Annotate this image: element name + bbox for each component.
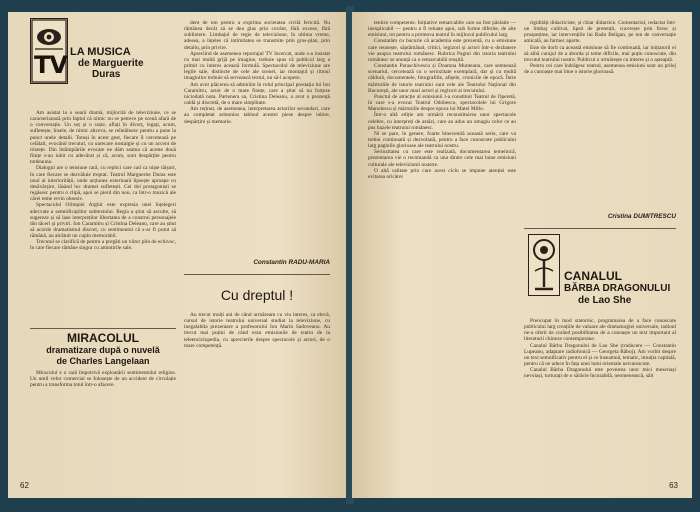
radio-icon: [529, 235, 559, 295]
paragraph: Am asistat la o seară dramă, mijlocită de televiziune, ce se caracterizează prin faptul că nimic nu se petrece pe scenă afară de o conversație. Un soț și o soție, aflați în divorț, legați, acum, sufletește, însele, de nimic altceva, se reîntâlnesc pentru a pune la punct unele detalii. Totuși în acest gest, fiecare îl cercetează pe celălalt, evocând trecutul, cu oarecare nostalgie și cu un accent de tristețe. Din întâmplările evocate ne dăm seama că aceste două ființe s-au iubit cu adevărat și că, acum, sunt despărțite pentru totdeauna.: [30, 110, 176, 166]
canalul-body: [524, 318, 676, 486]
miracolul-text: Miracolul e o rară împotrivă exploatării sentimentului religios. Un umil velor comercial se folosește de un accident de circulație pentru a transforma totul într-o afacere.: [30, 370, 176, 389]
paragraph: Pentru cei care îndrăgesc teatrul, asemenea emisiuni sunt un prilej de a cunoaște mai bine o istorie glorioasă.: [524, 63, 676, 76]
canalul-title-line-1: CANALUL: [564, 269, 622, 283]
paragraph: rigidități didacticiste, și chiar didactice. Comentariul, redactat într-un limbaj cultivat, lipsit de pretenții, cucerește prin firesc și prospețime, iar intervențiile lui Radu Beligan, pe ton de conversație amicală, au farmec aparte.: [524, 20, 676, 45]
signature: Constantin RADU-MARIA: [253, 259, 330, 266]
canalul-title-line-2: BĂRBA DRAGONULUI: [564, 283, 671, 294]
tv-logo-label: TV: [34, 51, 67, 79]
paragraph: Trecutul se clarifică de pentru a pregăti un viitor plin de echivoc, în care fiecare rămâne singur cu amintirile sale.: [30, 239, 176, 252]
divider: [184, 274, 330, 275]
right-page: [352, 12, 692, 498]
magazine-spread: [8, 6, 692, 504]
paragraph: Ni se pare, în genere, foarte binevenită această serie, care va trebui continuată și dezvoltată, pentru a face cunoscute publicului larg paginile glorioase ale teatrului nostru.: [368, 130, 516, 150]
right-column-1: [368, 20, 516, 490]
miracolul-title-line-1: MIRACOLUL: [67, 331, 139, 345]
title-line-2: de Marguerite: [78, 58, 144, 69]
divider: [30, 328, 176, 329]
left-column-1: [30, 110, 176, 320]
paragraph: dent de ton pentru a exprima societatea civilă fericită. Nu rămânea decât să se dea glas prin cuvânt, fără excese, fără subliniere. Limbajul de regie de televiziune, în ultima vreme, adesea, a înțeles că intimitatea se transmite prin gros-plan, prin detaliu, prin privire.: [184, 20, 330, 51]
cu-dreptul-text: Au trecut mulți ani de când urmăream cu viu interes, ca elevă, cursul de istorie teatrului universal studiat la televiziune, cu inegalabila prezentare a profesorului Ion Marin Sadoveanu. Au trecut mai puțini de când erau emisiunile de teatru de la teleenciclopedia, cu aprecierile despre spectacole și actori, de o mare competență.: [184, 312, 330, 349]
paragraph: Punctul de atracție al emisiunii l-a constituit Teatrul de Operetă, în care s-a evocat Teatrul Odobescu, spectacolele lui Grigore Manolescu și mărturiile despre epoca lui Matei Millo.: [368, 93, 516, 113]
signature: Cristina DUMITRESCU: [607, 213, 676, 220]
paragraph: Apreciind de asemenea reportajul TV încercat, unde s-a insistat cu mai multă grijă pe imagine, trebuie spus că publicul larg a primit cu interes această formulă. Spectacolul de televiziune are legile sale, distincte de cele ale scenei, iar montajul și ritmul imaginilor trebuie să servească textul, nu să-l acopere.: [184, 50, 330, 82]
canalul-title: [564, 270, 674, 307]
article-miracolul: [30, 324, 176, 388]
miracolul-title-line-2: dramatizare după o nuvelă: [46, 345, 160, 355]
canalul-title-line-3: de Lao She: [578, 295, 632, 306]
divider: [524, 228, 676, 229]
miracolul-title: [30, 332, 176, 367]
title-line-3: Duras: [92, 69, 121, 80]
paragraph: Canalul Bărba Dragonului este povestea unor mici meseriași nevoiași, torturați de o sărăcie încurabilă, neomenească, sălt: [524, 367, 676, 380]
cu-dreptul-title: Cu dreptul !: [220, 287, 294, 303]
paragraph: Este de dorit ca această emisiune să fie continuată, iar inițiatorii ei să aibă curajul de a aborda și teme dificile, mai puțin cunoscute, din trecutul teatrului nostru. Publicul o urmărește cu interes și o așteaptă.: [524, 44, 676, 63]
right-column-2: [524, 20, 676, 206]
left-page: [8, 12, 348, 498]
article-cu-dreptul: [184, 270, 330, 349]
page-number-right: 63: [669, 481, 678, 490]
paragraph: Într-o altă ediție am urmărit reconstituirea unor spectacole celebre, cu interpreți de astăzi, care au adus un omagiu celor ce au pus bazele teatrului românesc.: [368, 112, 516, 131]
paragraph: Am avut plăcerea să admirăm în rolul principal prestația lui Ion Caramitru, actor de o mare finețe, care a știut să nu forțeze niciodată nota. Partenera sa, Cristina Deleanu, a avut o prezență caldă și discretă, de o mare simplitate.: [184, 81, 330, 107]
title-line-1: LA MUSICA: [70, 46, 131, 58]
miracolul-title-line-3: de Charles Langelaan: [56, 356, 150, 366]
paragraph: Seriozitatea cu care este realizată, documentarea temeinică, prezentarea vie o recomandă ca una dintre cele mai bune emisiuni culturale ale televiziunii noastre.: [368, 149, 516, 168]
paragraph: Canalul Bărba Dragonului de Lao She (traducere — Constantin Lupeanu, adaptare radiofonică — Georgeta Răboj). Am vorbit despre un text semnificativ pentru el și ce înseamnă, tematic, intuiția capitală, pentru că ne aduce în fața unei lumi orientale necunoscute.: [524, 342, 676, 368]
paragraph: Dialogul are o tensiune rară, cu replici care cad ca niște tăișuri, în care fiecare se dezvăluie treptat. Teatrul Marguerite Duras este unul al interiorității, unde acțiunea exterioară lipsește aproape cu desăvârșire, lăsând loc dramei sufletești. Cei doi protagoniști se regăsesc pentru o clipă, apoi se pierd din nou, ca într-o muzică ale cărei teme revin obsesiv.: [30, 165, 176, 203]
paragraph: Am reținut, de asemenea, interpretarea actorilor secundari, care au completat armonios tabloul acestei piese despre iubire, despărțire și memorie.: [184, 106, 330, 125]
article-canalul: [524, 224, 676, 380]
paragraph: Preocupat în mod statornic, programarea de a face cunoscute publicului larg creațiile de valoare ale dramaturgiei universale, radioul ne-a oferit de curând posibilitatea de a cunoaște un text important al literaturii chineze contemporane.: [524, 318, 676, 343]
paragraph: O altă calitate prin care acest ciclu se impune atenției este evitarea oricărei: [368, 167, 516, 180]
article-title: [70, 46, 170, 80]
paragraph: Constantin Paraschivescu și Doamna Munteanu, care semnează scenariul, cercetează cu o seriozitate exemplară, dar și cu multă căldură, documentele, fotografiile, afișele, cronicile de epocă. Între mărturiile de istorie teatrului sunt cele ale Teatrului Național din București, ale unor mari actori și regizori ai trecutului.: [368, 63, 516, 94]
tv-logo: [30, 18, 68, 84]
radio-logo: [528, 234, 560, 296]
left-column-2: [184, 20, 330, 252]
paragraph: Constatăm cu bucurie că academia este prezentă, cu o emisiune care reunește, săptămânal, critici, regizori și actori într-o dezbatere vie asupra teatrului românesc. Rubrica Pagini din istoria teatrului românesc se anunță ca o remarcabilă reușită.: [368, 38, 516, 63]
page-number-left: 62: [20, 481, 29, 490]
paragraph: Spectacolul Olimpiei Arghir este expresia unei înțelegeri adecvate a semnificațiilor subtextului. Regia a știut să asculte, să sugereze și să lase interpreților libertatea de a construi personajele din tăceri și priviri. Ion Caramitru și Cristina Deleanu, care au știut să acorde dramatismul discret, cu sentimentul că s-ar fi putut să rămână, au alcătuit un cuplu memorabil.: [30, 202, 176, 240]
paragraph: tentice competente. Inițiative remarcabile care au fost părăsite — inexplicabil — pentru a fi reluate apoi, sub forme diferite, de alte emisiuni, tot pentru a promova teatrul în mijlocul publicului larg.: [368, 20, 516, 39]
